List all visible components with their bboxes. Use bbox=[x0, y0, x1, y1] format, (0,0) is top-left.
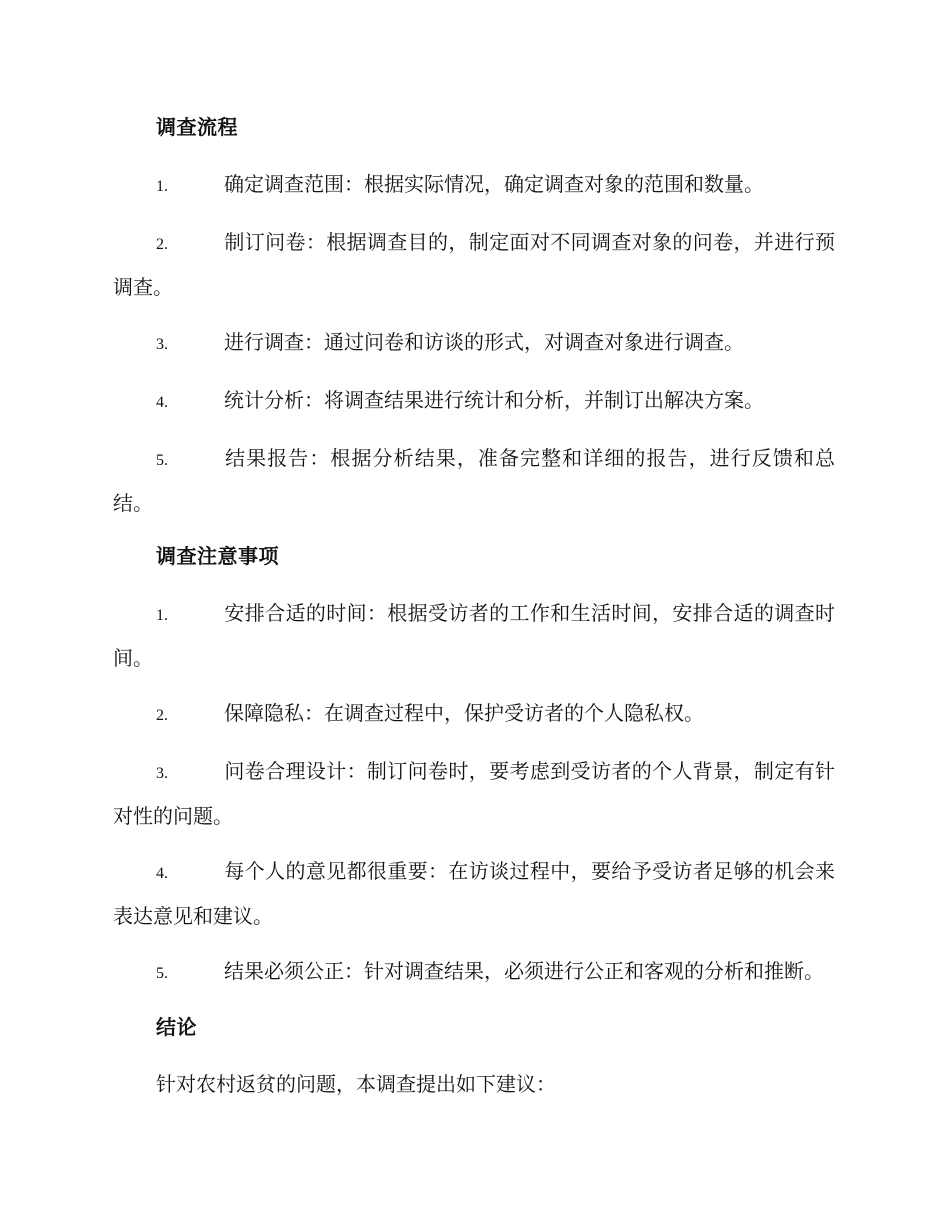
list-number: 1. bbox=[156, 607, 168, 624]
process-list-item bbox=[113, 221, 835, 308]
list-number: 3. bbox=[156, 765, 168, 782]
list-number: 3. bbox=[156, 336, 168, 353]
list-item-text: 制订问卷：根据调查目的，制定面对不同调查对象的问卷，并进行预调查。 bbox=[113, 230, 835, 299]
list-item-text: 统计分析：将调查结果进行统计和分析，并制订出解决方案。 bbox=[224, 388, 764, 412]
section-heading-conclusion: 结论 bbox=[156, 1015, 197, 1039]
precaution-list-item bbox=[113, 692, 835, 737]
precaution-list-item bbox=[113, 850, 835, 937]
list-item-text: 确定调查范围：根据实际情况，确定调查对象的范围和数量。 bbox=[224, 172, 764, 196]
precaution-list-item bbox=[113, 950, 835, 995]
list-item-text: 安排合适的时间：根据受访者的工作和生活时间，安排合适的调查时间。 bbox=[113, 601, 835, 670]
section-heading-process: 调查流程 bbox=[156, 115, 238, 139]
list-item-text: 每个人的意见都很重要：在访谈过程中，要给予受访者足够的机会来表达意见和建议。 bbox=[113, 859, 835, 928]
list-number: 4. bbox=[156, 394, 168, 411]
conclusion-paragraph: 针对农村返贫的问题，本调查提出如下建议： bbox=[156, 1072, 556, 1096]
process-list-item bbox=[113, 163, 835, 208]
list-number: 4. bbox=[156, 865, 168, 882]
list-item-text: 保障隐私：在调查过程中，保护受访者的个人隐私权。 bbox=[224, 701, 704, 725]
process-list-item bbox=[113, 379, 835, 424]
precaution-list-item bbox=[113, 750, 835, 837]
list-number: 5. bbox=[156, 452, 168, 469]
precaution-list-item bbox=[113, 592, 835, 679]
list-number: 1. bbox=[156, 178, 168, 195]
list-number: 5. bbox=[156, 965, 168, 982]
list-item-text: 结果报告：根据分析结果，准备完整和详细的报告，进行反馈和总结。 bbox=[113, 446, 835, 515]
list-item-text: 结果必须公正：针对调查结果，必须进行公正和客观的分析和推断。 bbox=[224, 959, 824, 983]
list-number: 2. bbox=[156, 707, 168, 724]
list-number: 2. bbox=[156, 236, 168, 253]
section-heading-precautions: 调查注意事项 bbox=[156, 544, 279, 568]
list-item-text: 进行调查：通过问卷和访谈的形式，对调查对象进行调查。 bbox=[224, 330, 744, 354]
document-body bbox=[113, 108, 835, 1105]
list-item-text: 问卷合理设计：制订问卷时，要考虑到受访者的个人背景，制定有针对性的问题。 bbox=[113, 759, 835, 828]
process-list-item bbox=[113, 437, 835, 524]
process-list-item bbox=[113, 321, 835, 366]
